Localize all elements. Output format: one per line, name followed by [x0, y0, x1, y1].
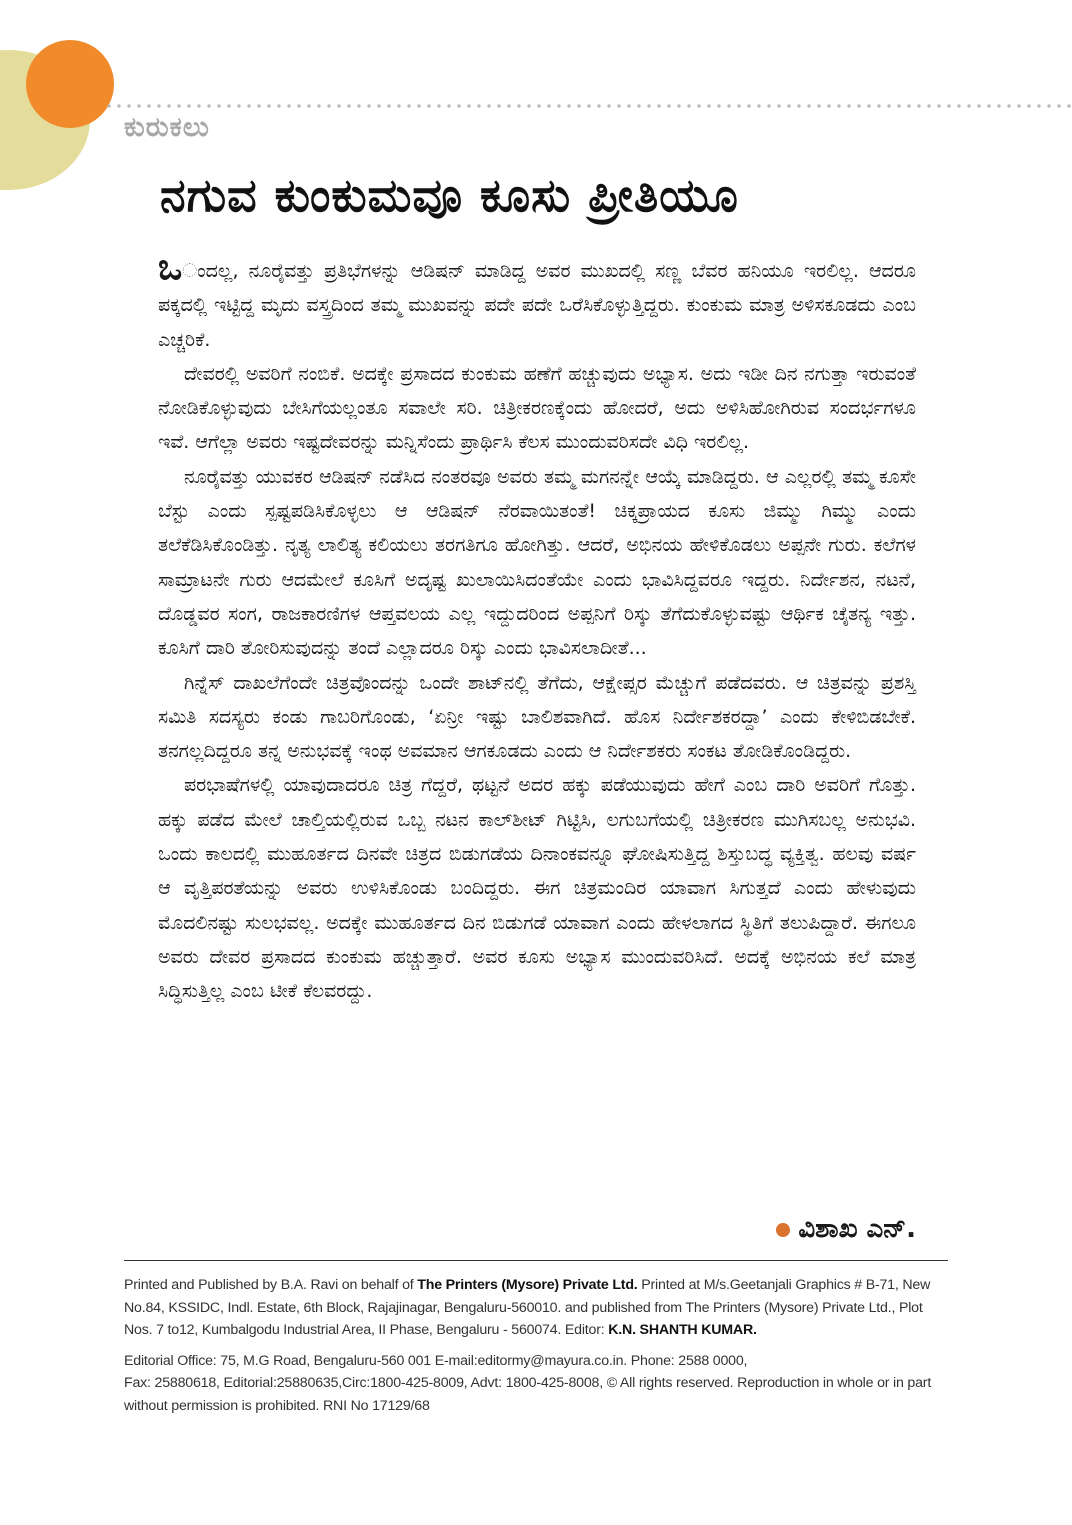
article-paragraph-5: ಪರಭಾಷೆಗಳಲ್ಲಿ ಯಾವುದಾದರೂ ಚಿತ್ರ ಗೆದ್ದರೆ, ಥಟ್ಟನೆ ಅದರ ಹಕ್ಕು ಪಡೆಯುವುದು ಹೇಗೆ ಎಂಬ ದಾರಿ ಅವರಿಗೆ ಗೊತ್ತು. ಹಕ್ಕು ಪಡೆದ ಮೇಲೆ ಚಾಲ್ತಿಯಲ್ಲಿರುವ ಒಬ್ಬ ನಟನ ಕಾಲ್‌ಶೀಟ್ ಗಿಟ್ಟಿಸಿ, ಲಗುಬಗೆಯಲ್ಲಿ ಚಿತ್ರೀಕರಣ ಮುಗಿಸಬಲ್ಲ ಅನುಭವಿ. ಒಂದು ಕಾಲದಲ್ಲಿ ಮುಹೂರ್ತದ ದಿನವೇ ಚಿತ್ರದ ಬಿಡುಗಡೆಯ ದಿನಾಂಕವನ್ನೂ ಘೋಷಿಸುತ್ತಿದ್ದ ಶಿಸ್ತುಬದ್ಧ ವ್ಯಕ್ತಿತ್ವ. ಹಲವು ವರ್ಷ ಆ ವೃತ್ತಿಪರತೆಯನ್ನು ಅವರು ಉಳಿಸಿಕೊಂಡು ಬಂದಿದ್ದರು. ಈಗ ಚಿತ್ರಮಂದಿರ ಯಾವಾಗ ಸಿಗುತ್ತದೆ ಎಂದು ಹೇಳುವುದು ಮೊದಲಿನಷ್ಟು ಸುಲಭವಲ್ಲ. ಅದಕ್ಕೇ ಮುಹೂರ್ತದ ದಿನ ಬಿಡುಗಡೆ ಯಾವಾಗ ಎಂದು ಹೇಳಲಾಗದ ಸ್ಥಿತಿಗೆ ತಲುಪಿದ್ದಾರೆ. ಈಗಲೂ ಅವರು ದೇವರ ಪ್ರಸಾದದ ಕುಂಕುಮ ಹಚ್ಚುತ್ತಾರೆ. ಅವರ ಕೂಸು ಅಭ್ಯಾಸ ಮುಂದುವರಿಸಿದೆ. ಅದಕ್ಕೆ ಅಭಿನಯ ಕಲೆ ಮಾತ್ರ ಸಿದ್ಧಿಸುತ್ತಿಲ್ಲ ಎಂಬ ಟೀಕೆ ಕೆಲವರದ್ದು.	[158, 774, 916, 1003]
imprint-address: Printed at M/s.Geetanjali Graphics # B-71, New No.84, KSSIDC, Indl. Estate, 6th Block, Rajajinagar, Bengaluru-560010. and published from The Printers (Mysore) Private Ltd., Plot Nos. 7 to12, Kumbalgodu Industrial Area, II Phase, Bengaluru - 560074. Editor:	[124, 1277, 931, 1338]
article-body	[158, 247, 916, 1009]
imprint-text: Printed and Published by B.A. Ravi on behalf of	[124, 1277, 418, 1293]
dotted-divider	[104, 103, 1072, 109]
paragraph-text: ಂದಲ್ಲ, ನೂರೈವತ್ತು ಪ್ರತಿಭೆಗಳನ್ನು ಆಡಿಷನ್ ಮಾಡಿದ್ದ ಅವರ ಮುಖದಲ್ಲಿ ಸಣ್ಣ ಬೆವರ ಹನಿಯೂ ಇರಲಿಲ್ಲ. ಆದರೂ ಪಕ್ಕದಲ್ಲಿ ಇಟ್ಟಿದ್ದ ಮೃದು ವಸ್ತ್ರದಿಂದ ತಮ್ಮ ಮುಖವನ್ನು ಪದೇ ಪದೇ ಒರೆಸಿಕೊಳ್ಳುತ್ತಿದ್ದರು. ಕುಂಕುಮ ಮಾತ್ರ ಅಳಿಸಕೂಡದು ಎಂಬ ಎಚ್ಚರಿಕೆ.	[158, 260, 916, 351]
decorative-circle-orange	[26, 40, 114, 128]
printer-company: The Printers (Mysore) Private Ltd.	[417, 1277, 638, 1293]
drop-cap: ಒ	[158, 247, 183, 288]
article-paragraph-3: ನೂರೈವತ್ತು ಯುವಕರ ಆಡಿಷನ್ ನಡೆಸಿದ ನಂತರವೂ ಅವರು ತಮ್ಮ ಮಗನನ್ನೇ ಆಯ್ಕೆ ಮಾಡಿದ್ದರು. ಆ ಎಲ್ಲರಲ್ಲಿ ತಮ್ಮ ಕೂಸೇ ಬೆಸ್ಟು ಎಂದು ಸ್ಪಷ್ಟಪಡಿಸಿಕೊಳ್ಳಲು ಆ ಆಡಿಷನ್ ನೆರವಾಯಿತಂತೆ! ಚಿಕ್ಕಪ್ರಾಯದ ಕೂಸು ಜಿಮ್ಮು ಗಿಮ್ಮು ಎಂದು ತಲೆಕೆಡಿಸಿಕೊಂಡಿತ್ತು. ನೃತ್ಯ ಲಾಲಿತ್ಯ ಕಲಿಯಲು ತರಗತಿಗೂ ಹೋಗಿತ್ತು. ಆದರೆ, ಅಭಿನಯ ಹೇಳಿಕೊಡಲು ಅಪ್ಪನೇ ಗುರು. ಕಲೆಗಳ ಸಾಮ್ರಾಟನೇ ಗುರು ಆದಮೇಲೆ ಕೂಸಿಗೆ ಅದೃಷ್ಟ ಖುಲಾಯಿಸಿದಂತೆಯೇ ಎಂದು ಭಾವಿಸಿದ್ದವರೂ ಇದ್ದರು. ನಿರ್ದೇಶನ, ನಟನೆ, ದೊಡ್ಡವರ ಸಂಗ, ರಾಜಕಾರಣಿಗಳ ಆಪ್ತವಲಯ ಎಲ್ಲ ಇದ್ದುದರಿಂದ ಅಪ್ಪನಿಗೆ ರಿಸ್ಕು ತೆಗೆದುಕೊಳ್ಳುವಷ್ಟು ಆರ್ಥಿಕ ಚೈತನ್ಯ ಇತ್ತು. ಕೂಸಿಗೆ ದಾರಿ ತೋರಿಸುವುದನ್ನು ತಂದೆ ಎಲ್ಲಾದರೂ ರಿಸ್ಕು ಎಂದು ಭಾವಿಸಲಾದೀತೆ...	[158, 465, 916, 660]
publication-imprint	[124, 1274, 954, 1417]
imprint-printer-line	[124, 1274, 954, 1342]
imprint-contact: Fax: 25880618, Editorial:25880635,Circ:1800-425-8009, Advt: 1800-425-8008, © All rights reserved. Reproduction in whole or in part without permission is prohibited. RNI No 17129/68	[124, 1375, 932, 1414]
section-label: ಕುರುಕಲು	[124, 112, 210, 143]
author-name: ವಿಶಾಖ ಎನ್.	[798, 1214, 916, 1244]
article-headline: ನಗುವ ಕುಂಕುಮವೂ ಕೂಸು ಪ್ರೀತಿಯೂ	[160, 168, 739, 222]
author-byline	[776, 1214, 916, 1245]
imprint-office: Editorial Office: 75, M.G Road, Bengaluru-560 001 E-mail:editormy@mayura.co.in. Phone: 2588 0000,	[124, 1352, 748, 1369]
article-paragraph-1	[158, 247, 916, 357]
article-paragraph-2: ದೇವರಲ್ಲಿ ಅವರಿಗೆ ನಂಬಿಕೆ. ಅದಕ್ಕೇ ಪ್ರಸಾದದ ಕುಂಕುಮ ಹಣೆಗೆ ಹಚ್ಚುವುದು ಅಭ್ಯಾಸ. ಅದು ಇಡೀ ದಿನ ನಗುತ್ತಾ ಇರುವಂತೆ ನೋಡಿಕೊಳ್ಳುವುದು ಬೇಸಿಗೆಯಲ್ಲಂತೂ ಸವಾಲೇ ಸರಿ. ಚಿತ್ರೀಕರಣಕ್ಕೆಂದು ಹೋದರೆ, ಅದು ಅಳಿಸಿಹೋಗಿರುವ ಸಂದರ್ಭಗಳೂ ಇವೆ. ಆಗೆಲ್ಲಾ ಅವರು ಇಷ್ಟದೇವರನ್ನು ಮನ್ನಿಸೆಂದು ಪ್ರಾರ್ಥಿಸಿ ಕೆಲಸ ಮುಂದುವರಿಸದೇ ವಿಧಿ ಇರಲಿಲ್ಲ.	[158, 362, 916, 454]
editor-name: K.N. SHANTH KUMAR.	[608, 1322, 757, 1338]
bullet-dot-icon	[776, 1223, 790, 1237]
footer-rule	[124, 1260, 948, 1261]
article-paragraph-4: ಗಿನ್ನೆಸ್ ದಾಖಲೆಗೆಂದೇ ಚಿತ್ರವೊಂದನ್ನು ಒಂದೇ ಶಾಟ್‌ನಲ್ಲಿ ತೆಗೆದು, ಆಕ್ಷೇಪ್ಸರ ಮೆಚ್ಚುಗೆ ಪಡೆದವರು. ಆ ಚಿತ್ರವನ್ನು ಪ್ರಶಸ್ತಿ ಸಮಿತಿ ಸದಸ್ಯರು ಕಂಡು ಗಾಬರಿಗೊಂಡು, ‘ಏನ್ರೀ ಇಷ್ಟು ಬಾಲಿಶವಾಗಿದೆ. ಹೊಸ ನಿರ್ದೇಶಕರದ್ದಾ’ ಎಂದು ಕೇಳಿಬಿಡಬೇಕೆ. ತನಗಲ್ಲದಿದ್ದರೂ ತನ್ನ ಅನುಭವಕ್ಕೆ ಇಂಥ ಅವಮಾನ ಆಗಕೂಡದು ಎಂದು ಆ ನಿರ್ದೇಶಕರು ಸಂಕಟ ತೋಡಿಕೊಂಡಿದ್ದರು.	[158, 671, 916, 763]
